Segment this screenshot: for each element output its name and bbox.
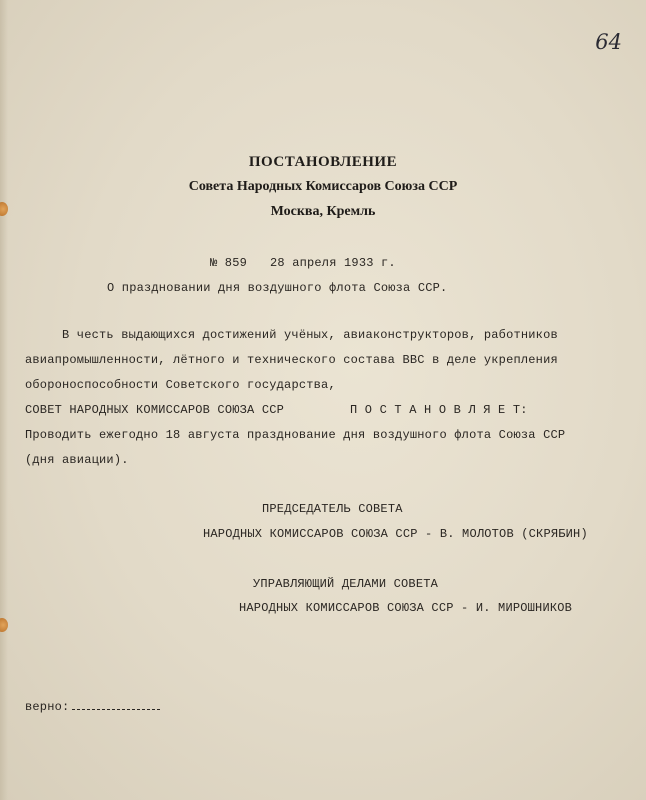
decree-number: № 859 xyxy=(210,256,248,270)
preamble-line-1: В честь выдающихся достижений учёных, авиаконструкторов, работников xyxy=(62,328,558,342)
resolving-party: СОВЕТ НАРОДНЫХ КОМИССАРОВ СОЮЗА ССР xyxy=(25,403,285,417)
manager-signature-line: НАРОДНЫХ КОМИССАРОВ СОЮЗА ССР - И. МИРОШНИКОВ xyxy=(239,601,573,615)
decree-subject: О праздновании дня воздушного флота Союза ССР. xyxy=(107,281,448,295)
preamble-line-2: авиапромышленности, лётного и технического состава ВВС в деле укрепления xyxy=(25,353,558,367)
page-number: 64 xyxy=(595,30,622,54)
resolves-word: П О С Т А Н О В Л Я Е Т: xyxy=(350,403,528,417)
certified-blank-line xyxy=(72,699,160,710)
chairman-signature-line: НАРОДНЫХ КОМИССАРОВ СОЮЗА ССР - В. МОЛОТОВ (СКРЯБИН) xyxy=(203,527,588,541)
decree-date: 28 апреля 1933 г. xyxy=(270,256,396,270)
issuer-line: Совета Народных Комиссаров Союза ССР xyxy=(188,179,458,194)
certified-mark xyxy=(25,699,160,714)
preamble-line-3: обороноспособности Советского государства, xyxy=(25,378,336,392)
resolution-line-1: Проводить ежегодно 18 августа празднование дня воздушного флота Союза ССР xyxy=(25,428,566,442)
resolution-line-2: (дня авиации). xyxy=(25,453,129,467)
certified-label: верно: xyxy=(25,700,70,714)
manager-title: УПРАВЛЯЮЩИЙ ДЕЛАМИ СОВЕТА xyxy=(253,577,439,591)
place-line: Москва, Кремль xyxy=(270,204,376,219)
chairman-title: ПРЕДСЕДАТЕЛЬ СОВЕТА xyxy=(262,502,403,516)
paper-edge xyxy=(0,0,8,800)
document-title: ПОСТАНОВЛЕНИЕ xyxy=(248,154,398,170)
